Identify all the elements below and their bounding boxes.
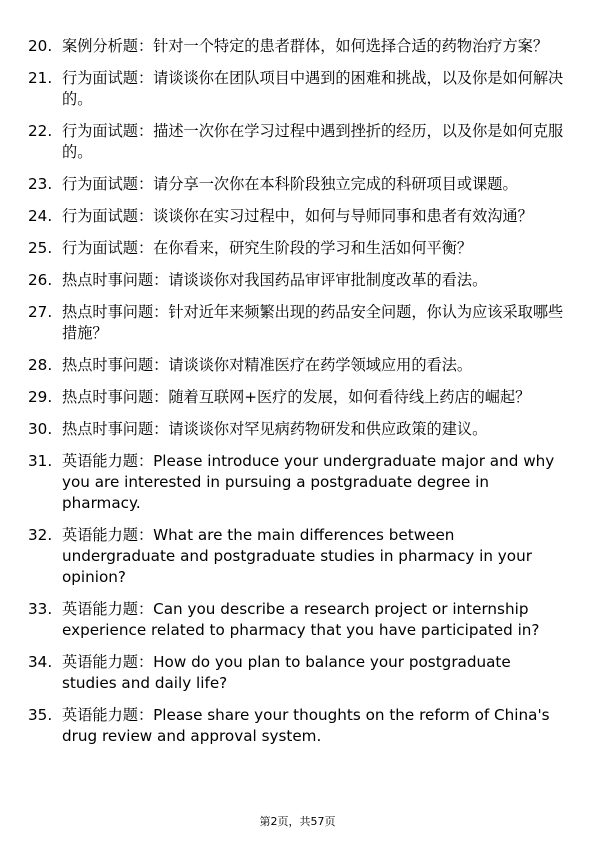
question-text: 英语能力题：Please introduce your undergraduate major and why you are interested in pursuing a postgraduate degree in pharmacy. bbox=[62, 452, 555, 512]
question-number: 35. bbox=[28, 706, 53, 724]
question-item bbox=[28, 525, 568, 588]
question-item bbox=[28, 355, 568, 376]
question-number: 28. bbox=[28, 356, 53, 374]
question-text: 热点时事问题：请谈谈你对罕见病药物研发和供应政策的建议。 bbox=[62, 420, 488, 438]
question-item bbox=[28, 238, 568, 259]
question-text: 英语能力题：Can you describe a research project or internship experience related to pharmacy that you have participated in? bbox=[62, 600, 540, 639]
question-list bbox=[28, 36, 568, 758]
question-item bbox=[28, 652, 568, 694]
question-item bbox=[28, 68, 568, 110]
page-footer bbox=[0, 815, 595, 829]
question-item bbox=[28, 451, 568, 514]
question-text: 英语能力题：Please share your thoughts on the reform of China's drug review and approval system. bbox=[62, 706, 550, 745]
question-text: 行为面试题：谈谈你在实习过程中，如何与导师同事和患者有效沟通？ bbox=[62, 207, 533, 225]
question-item bbox=[28, 206, 568, 227]
question-number: 26. bbox=[28, 271, 53, 289]
question-text: 行为面试题：描述一次你在学习过程中遇到挫折的经历，以及你是如何克服的。 bbox=[62, 122, 564, 161]
question-item bbox=[28, 599, 568, 641]
question-item bbox=[28, 36, 568, 57]
question-item bbox=[28, 302, 568, 344]
question-number: 31. bbox=[28, 452, 53, 470]
question-number: 24. bbox=[28, 207, 53, 225]
question-text: 英语能力题：How do you plan to balance your postgraduate studies and daily life? bbox=[62, 653, 511, 692]
question-number: 34. bbox=[28, 653, 53, 671]
question-number: 25. bbox=[28, 239, 53, 257]
question-number: 21. bbox=[28, 69, 53, 87]
question-text: 热点时事问题：请谈谈你对我国药品审评审批制度改革的看法。 bbox=[62, 271, 488, 289]
question-text: 行为面试题：在你看来，研究生阶段的学习和生活如何平衡？ bbox=[62, 239, 473, 257]
question-item bbox=[28, 121, 568, 163]
question-text: 案例分析题：针对一个特定的患者群体，如何选择合适的药物治疗方案？ bbox=[62, 37, 548, 55]
question-text: 行为面试题：请分享一次你在本科阶段独立完成的科研项目或课题。 bbox=[62, 175, 518, 193]
question-item bbox=[28, 174, 568, 195]
question-text: 热点时事问题：请谈谈你对精准医疗在药学领域应用的看法。 bbox=[62, 356, 473, 374]
question-number: 29. bbox=[28, 388, 53, 406]
question-item bbox=[28, 270, 568, 291]
question-text: 行为面试题：请谈谈你在团队项目中遇到的困难和挑战，以及你是如何解决的。 bbox=[62, 69, 564, 108]
question-text: 英语能力题：What are the main differences between undergraduate and postgraduate studies in pharmacy in your opinion? bbox=[62, 526, 532, 586]
question-item bbox=[28, 705, 568, 747]
question-number: 23. bbox=[28, 175, 53, 193]
question-number: 32. bbox=[28, 526, 53, 544]
question-number: 30. bbox=[28, 420, 53, 438]
question-number: 22. bbox=[28, 122, 53, 140]
question-item bbox=[28, 419, 568, 440]
question-number: 20. bbox=[28, 37, 53, 55]
question-number: 27. bbox=[28, 303, 53, 321]
page-number-label: 第2页，共57页 bbox=[259, 815, 336, 828]
question-text: 热点时事问题：针对近年来频繁出现的药品安全问题，你认为应该采取哪些措施？ bbox=[62, 303, 564, 342]
question-item bbox=[28, 387, 568, 408]
question-number: 33. bbox=[28, 600, 53, 618]
question-text: 热点时事问题：随着互联网+医疗的发展，如何看待线上药店的崛起？ bbox=[62, 388, 531, 406]
